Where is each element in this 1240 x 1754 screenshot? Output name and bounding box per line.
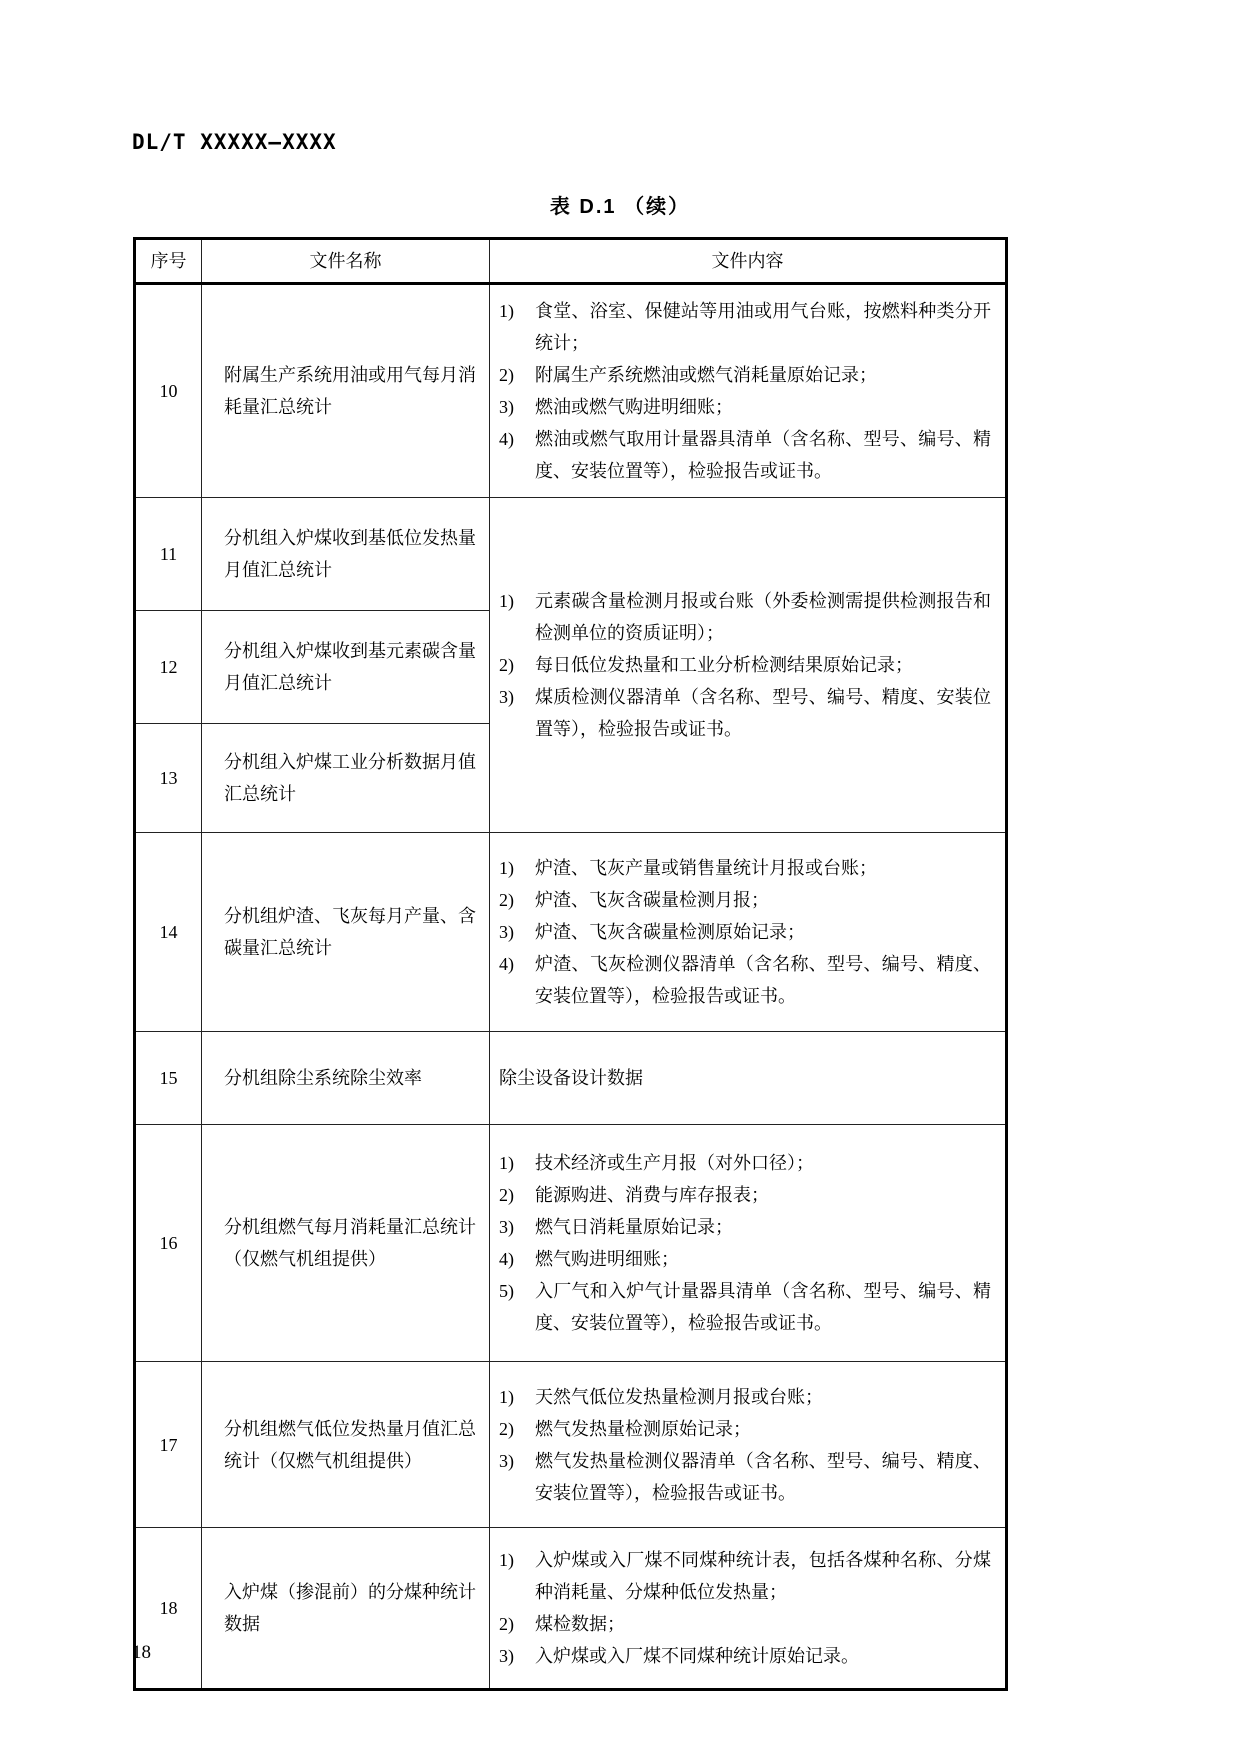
list-item — [499, 681, 991, 745]
table-row — [135, 498, 1007, 611]
item-text: 天然气低位发热量检测月报或台账； — [535, 1386, 823, 1407]
item-text: 附属生产系统燃油或燃气消耗量原始记录； — [535, 365, 877, 385]
item-marker: 1) — [499, 858, 514, 878]
file-content-cell — [490, 833, 1007, 1032]
item-text: 除尘设备设计数据 — [499, 1068, 643, 1088]
item-marker: 3) — [499, 1646, 514, 1666]
column-header-no: 序号 — [135, 239, 202, 284]
item-text: 燃油或燃气取用计量器具清单（含名称、型号、编号、精度、安装位置等），检验报告或证书。 — [535, 429, 991, 481]
table-row — [135, 833, 1007, 1032]
file-content-cell-merged — [490, 498, 1007, 833]
item-marker: 3) — [499, 687, 514, 707]
item-marker: 2) — [499, 365, 514, 385]
item-text: 炉渣、飞灰检测仪器清单（含名称、型号、编号、精度、安装位置等），检验报告或证书。 — [535, 954, 991, 1006]
item-text: 能源购进、消费与库存报表； — [535, 1185, 769, 1205]
serial-number-cell: 17 — [135, 1362, 202, 1528]
list-item — [499, 391, 991, 423]
item-marker: 1) — [499, 1550, 514, 1570]
item-text: 燃油或燃气购进明细账； — [535, 397, 733, 417]
item-marker: 3) — [499, 922, 514, 942]
list-item — [499, 852, 991, 884]
item-marker: 1) — [499, 1153, 514, 1173]
serial-number-cell: 10 — [135, 284, 202, 498]
item-marker: 3) — [499, 397, 514, 417]
table-header-row — [135, 239, 1007, 284]
list-item — [499, 1608, 991, 1640]
item-marker: 2) — [499, 1418, 514, 1439]
item-marker: 2) — [499, 1614, 514, 1634]
item-marker: 2) — [499, 1185, 514, 1205]
item-text: 技术经济或生产月报（对外口径）； — [535, 1153, 814, 1173]
item-text: 入厂气和入炉气计量器具清单（含名称、型号、编号、精度、安装位置等），检验报告或证书。 — [535, 1281, 991, 1333]
item-text: 炉渣、飞灰含碳量检测原始记录； — [535, 922, 805, 942]
column-header-name: 文件名称 — [202, 239, 490, 284]
item-text: 入炉煤或入厂煤不同煤种统计原始记录。 — [535, 1646, 859, 1666]
list-item — [499, 1243, 991, 1275]
serial-number-cell: 13 — [135, 724, 202, 833]
serial-number-cell: 14 — [135, 833, 202, 1032]
list-item — [499, 423, 991, 487]
item-marker: 2) — [499, 890, 514, 910]
item-text: 燃气购进明细账； — [535, 1249, 679, 1269]
list-item — [499, 359, 991, 391]
item-marker: 2) — [499, 655, 514, 675]
table-row — [135, 1032, 1007, 1125]
table-row — [135, 1125, 1007, 1362]
file-name-cell: 分机组入炉煤工业分析数据月值汇总统计 — [202, 724, 490, 833]
file-name-cell: 分机组燃气低位发热量月值汇总统计（仅燃气机组提供） — [202, 1362, 490, 1528]
item-marker: 5) — [499, 1281, 514, 1301]
table-row — [135, 284, 1007, 498]
list-item — [499, 884, 991, 916]
serial-number-cell: 16 — [135, 1125, 202, 1362]
list-item — [499, 585, 991, 649]
list-item — [499, 1275, 991, 1339]
list-item — [499, 1211, 991, 1243]
page-number: 18 — [132, 1642, 151, 1663]
column-header-content: 文件内容 — [490, 239, 1007, 284]
file-name-cell: 分机组入炉煤收到基低位发热量月值汇总统计 — [202, 498, 490, 611]
list-item — [499, 1640, 991, 1672]
file-content-cell — [490, 1528, 1007, 1690]
file-name-cell: 入炉煤（掺混前）的分煤种统计数据 — [202, 1528, 490, 1690]
item-text: 燃气日消耗量原始记录； — [535, 1217, 733, 1237]
serial-number-cell: 12 — [135, 611, 202, 724]
list-item — [499, 1147, 991, 1179]
table-row — [135, 1528, 1007, 1690]
list-item — [499, 916, 991, 948]
item-text: 燃气发热量检测仪器清单（含名称、型号、编号、精度、安装位置等），检验报告或证书。 — [535, 1450, 991, 1503]
item-marker: 3) — [499, 1450, 514, 1471]
list-item — [499, 1179, 991, 1211]
list-item — [499, 1413, 991, 1445]
item-marker: 4) — [499, 954, 514, 974]
item-text: 煤检数据； — [535, 1614, 625, 1634]
item-marker: 3) — [499, 1217, 514, 1237]
item-marker: 1) — [499, 301, 514, 321]
item-text: 炉渣、飞灰产量或销售量统计月报或台账； — [535, 858, 877, 878]
file-content-cell — [490, 284, 1007, 498]
serial-number-cell: 15 — [135, 1032, 202, 1125]
file-name-cell: 分机组入炉煤收到基元素碳含量月值汇总统计 — [202, 611, 490, 724]
list-item — [499, 295, 991, 359]
item-marker: 1) — [499, 591, 514, 611]
list-item — [499, 1381, 991, 1413]
item-text: 入炉煤或入厂煤不同煤种统计表，包括各煤种名称、分煤种消耗量、分煤种低位发热量； — [535, 1550, 991, 1602]
list-item — [499, 1544, 991, 1608]
item-text: 元素碳含量检测月报或台账（外委检测需提供检测报告和检测单位的资质证明）； — [535, 591, 991, 643]
item-text: 食堂、浴室、保健站等用油或用气台账，按燃料种类分开统计； — [535, 301, 991, 353]
item-marker: 4) — [499, 429, 514, 449]
file-content-cell — [490, 1125, 1007, 1362]
serial-number-cell: 11 — [135, 498, 202, 611]
item-marker: 4) — [499, 1249, 514, 1269]
serial-number-cell: 18 — [135, 1528, 202, 1690]
table-row — [135, 1362, 1007, 1528]
item-text: 炉渣、飞灰含碳量检测月报； — [535, 890, 769, 910]
item-text: 燃气发热量检测原始记录； — [535, 1418, 751, 1439]
file-content-cell — [490, 1362, 1007, 1528]
item-text: 煤质检测仪器清单（含名称、型号、编号、精度、安装位置等），检验报告或证书。 — [535, 687, 991, 739]
list-item — [499, 649, 991, 681]
item-text: 每日低位发热量和工业分析检测结果原始记录； — [535, 655, 913, 675]
doc-code: DL/T XXXXX—XXXX — [132, 130, 337, 154]
file-content-cell — [490, 1032, 1007, 1125]
file-name-cell: 分机组燃气每月消耗量汇总统计（仅燃气机组提供） — [202, 1125, 490, 1362]
file-name-cell: 附属生产系统用油或用气每月消耗量汇总统计 — [202, 284, 490, 498]
list-item — [499, 1445, 991, 1509]
item-marker: 1) — [499, 1386, 514, 1407]
files-table — [133, 237, 1008, 1691]
table-caption: 表 D.1 （续） — [549, 196, 691, 218]
file-name-cell: 分机组除尘系统除尘效率 — [202, 1032, 490, 1125]
file-name-cell: 分机组炉渣、飞灰每月产量、含碳量汇总统计 — [202, 833, 490, 1032]
list-item — [499, 948, 991, 1012]
